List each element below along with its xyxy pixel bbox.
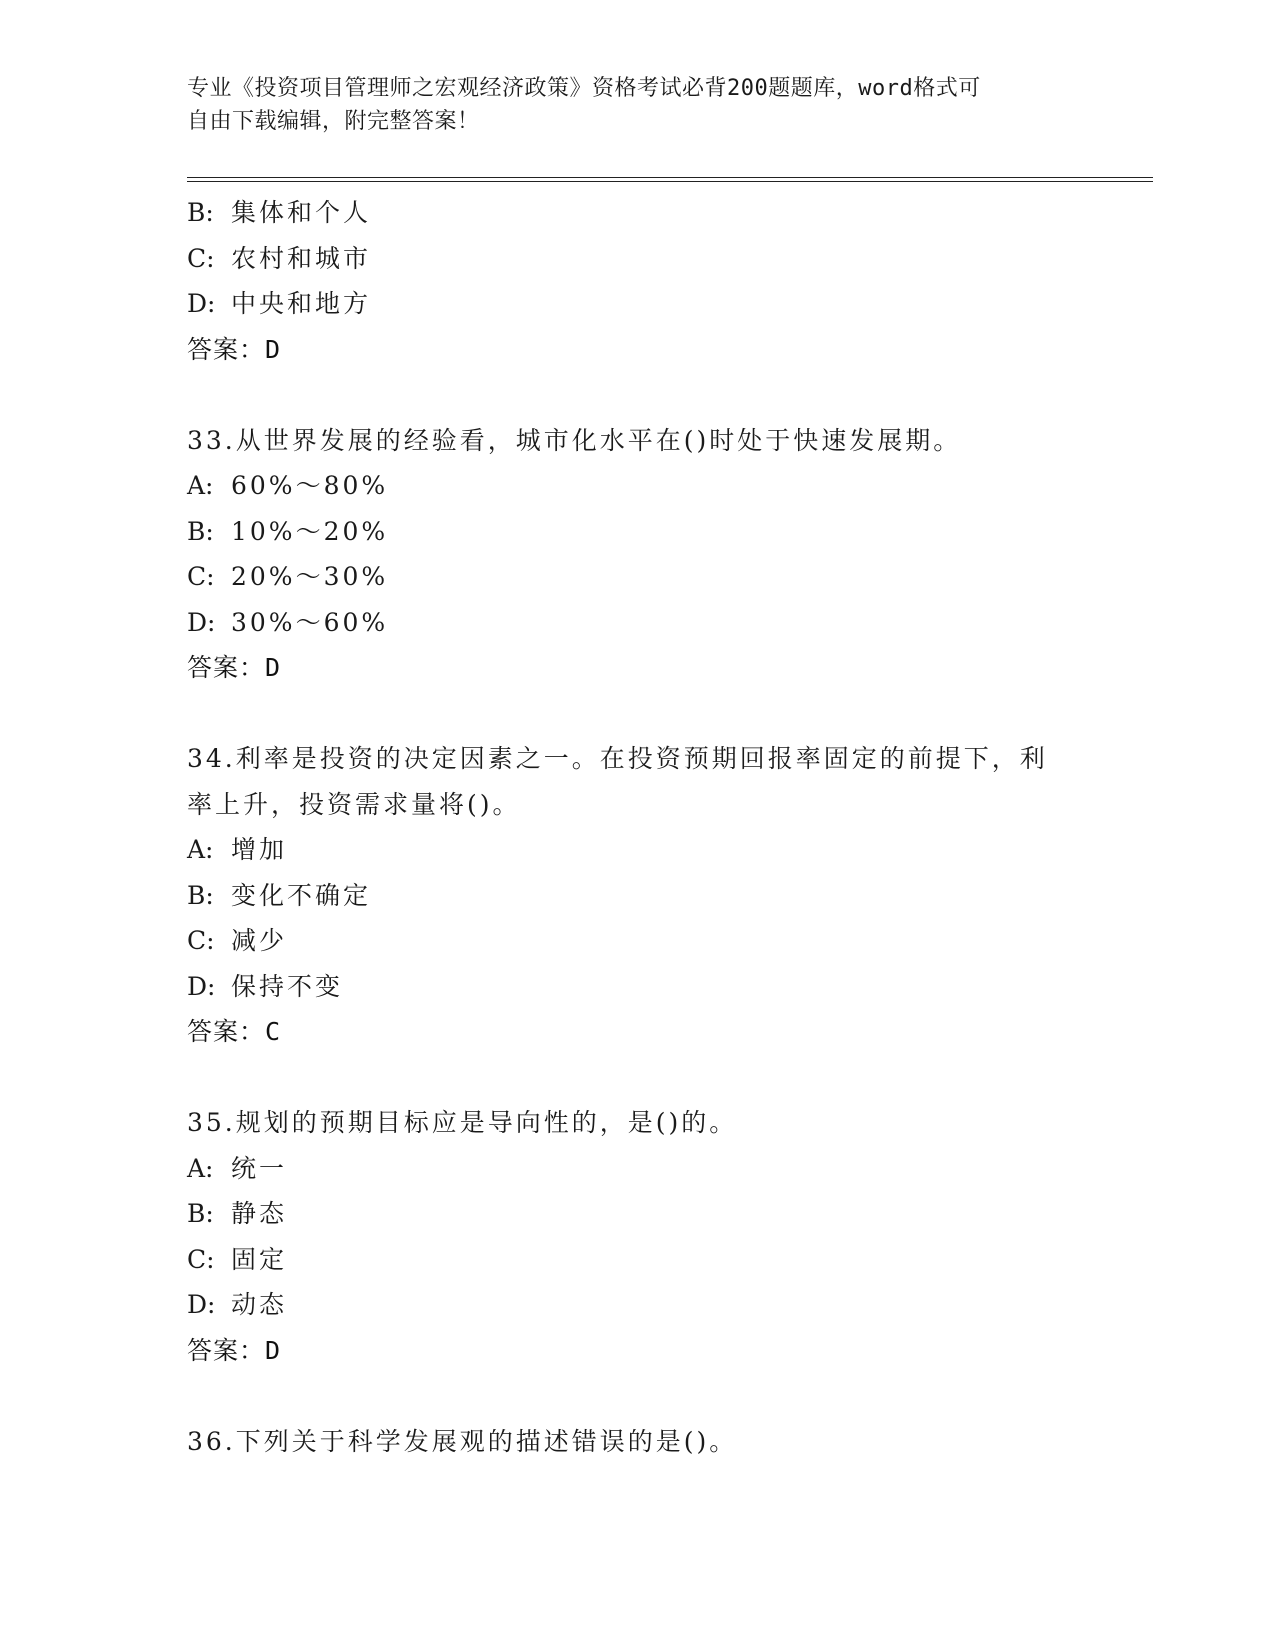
option-text: 固定: [231, 1244, 288, 1274]
question-text: 34.利率是投资的决定因素之一。在投资预期回报率固定的前提下，利: [187, 744, 1048, 773]
answer-line: 答案：C: [187, 1017, 282, 1046]
option-text: 静态: [231, 1199, 288, 1228]
option-letter: C:: [187, 926, 215, 955]
document-header: [187, 72, 1067, 138]
header-double-rule: [187, 177, 1153, 182]
option-text: 中央和地方: [231, 289, 372, 318]
option-text: 变化不确定: [231, 880, 372, 910]
option-text: 增加: [231, 835, 288, 864]
question-32-continued: [187, 190, 1087, 372]
option-text: 减少: [231, 926, 288, 955]
question-text: 率上升，投资需求量将()。: [187, 789, 521, 819]
option-b: [187, 1191, 1087, 1237]
question-text: 33.从世界发展的经验看，城市化水平在()时处于快速发展期。: [187, 425, 962, 455]
option-letter: B:: [187, 1199, 214, 1228]
option-text: 30%～60%: [231, 607, 389, 637]
option-a: [187, 463, 1087, 509]
option-c: [187, 236, 1087, 282]
option-text: 统一: [231, 1153, 288, 1183]
spacer: [187, 691, 1087, 737]
option-text: 60%～80%: [231, 471, 389, 500]
option-letter: B:: [187, 880, 214, 910]
option-letter: D:: [187, 289, 216, 318]
option-b: [187, 873, 1087, 919]
option-letter: C:: [187, 243, 215, 273]
spacer: [187, 1055, 1087, 1101]
question-list: [187, 190, 1087, 1464]
header-line-1: 专业《投资项目管理师之宏观经济政策》资格考试必背200题题库，word格式可: [187, 76, 981, 101]
question-text: 35.规划的预期目标应是导向性的，是()的。: [187, 1108, 738, 1137]
option-letter: D:: [187, 1290, 216, 1319]
option-d: [187, 964, 1087, 1010]
option-c: [187, 1237, 1087, 1283]
option-text: 10%～20%: [231, 516, 389, 546]
option-text: 集体和个人: [231, 198, 372, 227]
option-b: [187, 190, 1087, 236]
option-letter: D:: [187, 971, 216, 1001]
answer-line: 答案：D: [187, 334, 282, 364]
option-letter: A:: [187, 835, 214, 864]
option-letter: C:: [187, 1244, 215, 1274]
option-d: [187, 281, 1087, 327]
option-a: [187, 1146, 1087, 1192]
option-d: [187, 1282, 1087, 1328]
answer-line: 答案：D: [187, 1335, 282, 1365]
option-b: [187, 509, 1087, 555]
option-c: [187, 554, 1087, 600]
spacer: [187, 1373, 1087, 1419]
question-35: [187, 1100, 1087, 1373]
header-line-2: 自由下载编辑，附完整答案！: [187, 109, 480, 134]
option-text: 20%～30%: [231, 562, 389, 591]
question-text: 36.下列关于科学发展观的描述错误的是()。: [187, 1426, 738, 1456]
option-letter: A:: [187, 471, 214, 500]
option-text: 动态: [231, 1290, 288, 1319]
option-text: 农村和城市: [231, 243, 372, 273]
option-a: [187, 827, 1087, 873]
question-36: [187, 1419, 1087, 1465]
option-letter: B:: [187, 516, 214, 546]
option-letter: B:: [187, 198, 214, 227]
option-letter: D:: [187, 607, 216, 637]
spacer: [187, 372, 1087, 418]
option-d: [187, 600, 1087, 646]
option-c: [187, 918, 1087, 964]
option-letter: A:: [187, 1153, 214, 1183]
question-34: [187, 736, 1087, 1055]
option-letter: C:: [187, 562, 215, 591]
question-33: [187, 418, 1087, 691]
option-text: 保持不变: [231, 971, 344, 1001]
answer-line: 答案：D: [187, 653, 282, 682]
